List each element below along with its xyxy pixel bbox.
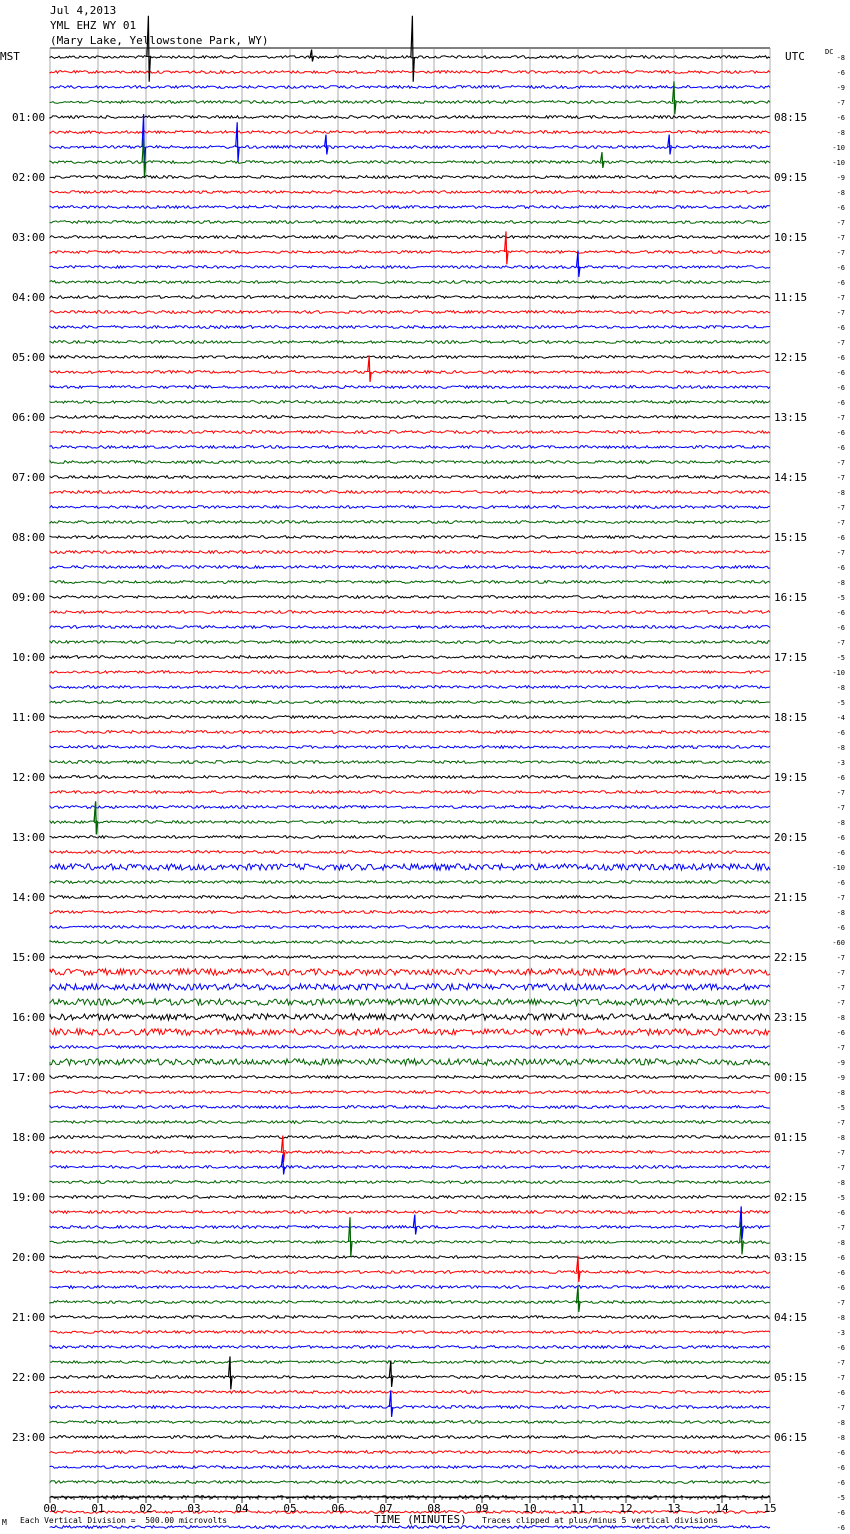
dc-offset-label: -8 — [836, 1089, 845, 1097]
trace-line — [50, 806, 770, 809]
event-spike — [601, 152, 605, 168]
trace-line — [50, 686, 770, 689]
utc-hour-label: 05:15 — [774, 1371, 808, 1384]
dc-offset-label: -8 — [836, 1239, 845, 1247]
dc-offset-label: -7 — [836, 1164, 845, 1172]
dc-offset-label: -9 — [836, 84, 845, 92]
dc-offset-label: -6 — [836, 1509, 845, 1517]
dc-offset-label: -8 — [836, 1419, 845, 1427]
utc-hour-label: 18:15 — [774, 711, 808, 724]
trace-line — [50, 146, 770, 149]
trace-line — [50, 1451, 770, 1454]
dc-offset-label: -6 — [836, 114, 845, 122]
trace-line — [50, 1481, 770, 1484]
trace-line — [50, 86, 770, 89]
dc-offset-label: -5 — [836, 1104, 845, 1112]
dc-offset-label: -7 — [836, 1224, 845, 1232]
x-tick-label: 10 — [523, 1502, 537, 1515]
dc-offset-label: -10 — [832, 669, 845, 677]
utc-hour-label: 02:15 — [774, 1191, 808, 1204]
event-spike — [668, 135, 672, 155]
dc-offset-label: -7 — [836, 1149, 845, 1157]
trace-line — [50, 251, 770, 254]
clip-note: Traces clipped at plus/minus 5 vertical divisions — [482, 1516, 719, 1525]
x-tick-label: 04 — [235, 1502, 249, 1515]
dc-offset-label: -3 — [836, 1329, 845, 1337]
dc-offset-label: -7 — [836, 1374, 845, 1382]
dc-label: DC — [825, 48, 834, 56]
utc-hour-label: 11:15 — [774, 291, 808, 304]
station-label: YML EHZ WY 01 — [50, 19, 137, 32]
x-tick-label: 05 — [283, 1502, 297, 1515]
utc-hour-label: 01:15 — [774, 1131, 808, 1144]
x-tick-label: 01 — [91, 1502, 105, 1515]
dc-offset-label: -7 — [836, 639, 845, 647]
dc-offset-label: -7 — [836, 504, 845, 512]
trace-line — [50, 431, 770, 434]
trace-line — [50, 266, 770, 269]
scale-note: Each Vertical Division = 500.00 microvolts — [20, 1516, 228, 1525]
dc-offset-label: -4 — [836, 714, 845, 722]
trace-line — [50, 761, 770, 764]
dc-offset-label: -6 — [836, 1209, 845, 1217]
dc-offset-label: -7 — [836, 1119, 845, 1127]
dc-offset-label: -6 — [836, 1269, 845, 1277]
dc-offset-label: -9 — [836, 1074, 845, 1082]
dc-offset-label: -6 — [836, 1284, 845, 1292]
event-spike — [310, 50, 314, 62]
trace-line — [50, 161, 770, 164]
trace-line — [50, 521, 770, 524]
utc-hour-label: 16:15 — [774, 591, 808, 604]
dc-offset-label: -7 — [836, 999, 845, 1007]
x-tick-label: 02 — [139, 1502, 153, 1515]
utc-hour-label: 15:15 — [774, 531, 808, 544]
mst-hour-label: 10:00 — [12, 651, 46, 664]
dc-offset-label: -6 — [836, 849, 845, 857]
x-tick-label: 09 — [475, 1502, 489, 1515]
dc-offset-label: -6 — [836, 1254, 845, 1262]
dc-offset-label: -7 — [836, 894, 845, 902]
x-tick-label: 12 — [619, 1502, 633, 1515]
dc-offset-label: -7 — [836, 804, 845, 812]
trace-line — [50, 236, 770, 239]
dc-offset-label: -8 — [836, 1014, 845, 1022]
x-tick-label: 14 — [715, 1502, 729, 1515]
mst-zone-label: MST — [0, 50, 20, 63]
location-label: (Mary Lake, Yellowstone Park, WY) — [50, 34, 269, 47]
mst-hour-label: 05:00 — [12, 351, 46, 364]
dc-offset-label: -8 — [836, 1179, 845, 1187]
trace-line — [50, 926, 770, 929]
trace-line — [50, 626, 770, 629]
dc-offset-label: -7 — [836, 234, 845, 242]
dc-offset-label: -7 — [836, 249, 845, 257]
dc-offset-label: -8 — [836, 684, 845, 692]
mst-hour-label: 15:00 — [12, 951, 46, 964]
trace-line — [50, 491, 770, 494]
trace-line — [50, 716, 770, 719]
trace-line — [50, 1059, 770, 1065]
event-spike — [389, 1361, 393, 1387]
dc-offset-label: -6 — [836, 279, 845, 287]
event-spike — [94, 801, 98, 834]
trace-line — [50, 1376, 770, 1379]
trace-line — [50, 821, 770, 824]
dc-offset-label: -8 — [836, 819, 845, 827]
dc-offset-label: -8 — [836, 189, 845, 197]
dc-offset-label: -6 — [836, 324, 845, 332]
utc-hour-label: 17:15 — [774, 651, 808, 664]
trace-line — [50, 956, 770, 959]
trace-line — [50, 941, 770, 944]
utc-zone-label: UTC — [785, 50, 805, 63]
trace-line — [50, 1196, 770, 1199]
x-tick-label: 06 — [331, 1502, 345, 1515]
utc-hour-label: 19:15 — [774, 771, 808, 784]
trace-line — [50, 611, 770, 614]
dc-offset-label: -9 — [836, 174, 845, 182]
dc-offset-label: -6 — [836, 1479, 845, 1487]
trace-line — [50, 206, 770, 209]
mst-hour-label: 14:00 — [12, 891, 46, 904]
dc-offset-label: -6 — [836, 69, 845, 77]
dc-offset-label: -8 — [836, 909, 845, 917]
trace-line — [50, 671, 770, 674]
trace-line — [50, 896, 770, 899]
mst-hour-label: 02:00 — [12, 171, 46, 184]
trace-line — [50, 881, 770, 884]
dc-offset-label: -7 — [836, 969, 845, 977]
trace-line — [50, 371, 770, 374]
utc-hour-label: 00:15 — [774, 1071, 808, 1084]
dc-offset-label: -7 — [836, 1359, 845, 1367]
dc-offset-label: -7 — [836, 414, 845, 422]
trace-line — [50, 1421, 770, 1424]
trace-line — [50, 1226, 770, 1229]
dc-offset-label: -6 — [836, 924, 845, 932]
dc-offset-label: -6 — [836, 534, 845, 542]
trace-line — [50, 281, 770, 284]
dc-offset-label: -6 — [836, 624, 845, 632]
dc-offset-label: -7 — [836, 459, 845, 467]
trace-line — [50, 999, 770, 1005]
trace-line — [50, 401, 770, 404]
dc-offset-label: -7 — [836, 339, 845, 347]
x-tick-label: 08 — [427, 1502, 441, 1515]
dc-offset-label: -6 — [836, 1344, 845, 1352]
trace-line — [50, 581, 770, 584]
trace-line — [50, 356, 770, 359]
trace-line — [50, 1091, 770, 1094]
dc-offset-label: -6 — [836, 354, 845, 362]
trace-line — [50, 1301, 770, 1304]
trace-line — [50, 311, 770, 314]
dc-offset-label: -6 — [836, 729, 845, 737]
dc-offset-label: -6 — [836, 1449, 845, 1457]
utc-hour-label: 03:15 — [774, 1251, 808, 1264]
trace-line — [50, 1391, 770, 1394]
trace-line — [50, 1121, 770, 1124]
trace-line — [50, 1466, 770, 1469]
event-spike — [577, 1286, 581, 1312]
mst-hour-label: 06:00 — [12, 411, 46, 424]
dc-offset-label: -6 — [836, 1524, 845, 1532]
trace-line — [50, 1526, 770, 1529]
event-spike — [368, 356, 372, 382]
utc-hour-label: 23:15 — [774, 1011, 808, 1024]
dc-offset-label: -5 — [836, 594, 845, 602]
dc-offset-label: -10 — [832, 144, 845, 152]
dc-offset-label: -10 — [832, 159, 845, 167]
dc-offset-label: -7 — [836, 549, 845, 557]
trace-line — [50, 656, 770, 659]
event-spike — [577, 1256, 581, 1282]
mst-hour-label: 20:00 — [12, 1251, 46, 1264]
x-tick-label: 15 — [763, 1502, 777, 1515]
trace-line — [50, 1136, 770, 1139]
dc-offset-label: -7 — [836, 1044, 845, 1052]
mst-hour-label: 18:00 — [12, 1131, 46, 1144]
dc-offset-label: -8 — [836, 1314, 845, 1322]
trace-line — [50, 911, 770, 914]
dc-offset-label: -7 — [836, 984, 845, 992]
trace-line — [50, 506, 770, 509]
trace-line — [50, 1014, 770, 1020]
dc-offset-label: -6 — [836, 834, 845, 842]
x-tick-label: 11 — [571, 1502, 585, 1515]
trace-line — [50, 701, 770, 704]
mst-hour-label: 19:00 — [12, 1191, 46, 1204]
dc-offset-label: -6 — [836, 429, 845, 437]
trace-line — [50, 551, 770, 554]
dc-offset-label: -7 — [836, 294, 845, 302]
dc-offset-label: -8 — [836, 1434, 845, 1442]
mst-hour-label: 12:00 — [12, 771, 46, 784]
dc-offset-label: -6 — [836, 384, 845, 392]
trace-line — [50, 1256, 770, 1259]
trace-line — [50, 746, 770, 749]
trace-line — [50, 791, 770, 794]
dc-offset-label: -10 — [832, 864, 845, 872]
mst-hour-label: 21:00 — [12, 1311, 46, 1324]
trace-line — [50, 446, 770, 449]
trace-line — [50, 326, 770, 329]
utc-hour-label: 14:15 — [774, 471, 808, 484]
mst-hour-label: 17:00 — [12, 1071, 46, 1084]
utc-hour-label: 22:15 — [774, 951, 808, 964]
trace-line — [50, 191, 770, 194]
dc-offset-label: -7 — [836, 474, 845, 482]
trace-line — [50, 71, 770, 74]
dc-offset-label: -6 — [836, 774, 845, 782]
utc-hour-label: 06:15 — [774, 1431, 808, 1444]
corner-mark: M — [2, 1518, 7, 1527]
trace-line — [50, 476, 770, 479]
utc-hour-label: 08:15 — [774, 111, 808, 124]
dc-offset-label: -7 — [836, 519, 845, 527]
dc-offset-label: -6 — [836, 444, 845, 452]
trace-line — [50, 176, 770, 179]
dc-offset-label: -7 — [836, 1299, 845, 1307]
trace-line — [50, 1151, 770, 1154]
trace-line — [50, 836, 770, 839]
trace-line — [50, 1166, 770, 1169]
trace-line — [50, 1406, 770, 1409]
dc-offset-label: -8 — [836, 579, 845, 587]
dc-offset-label: -8 — [836, 489, 845, 497]
dc-offset-label: -6 — [836, 879, 845, 887]
mst-hour-label: 22:00 — [12, 1371, 46, 1384]
x-axis-title: TIME (MINUTES) — [374, 1513, 467, 1526]
trace-line — [50, 386, 770, 389]
dc-offset-label: -7 — [836, 309, 845, 317]
seismic-events — [94, 16, 743, 1417]
dc-offset-label: -6 — [836, 204, 845, 212]
dc-offset-label: -6 — [836, 1464, 845, 1472]
dc-offset-label: -6 — [836, 1389, 845, 1397]
dc-offset-label: -8 — [836, 744, 845, 752]
mst-hour-label: 04:00 — [12, 291, 46, 304]
trace-line — [50, 341, 770, 344]
trace-line — [50, 596, 770, 599]
trace-line — [50, 1346, 770, 1349]
trace-line — [50, 566, 770, 569]
dc-offset-label: -8 — [836, 129, 845, 137]
dc-offset-label: -6 — [836, 264, 845, 272]
utc-hour-label: 09:15 — [774, 171, 808, 184]
dc-offset-label: -5 — [836, 1194, 845, 1202]
trace-line — [50, 1361, 770, 1364]
trace-line — [50, 851, 770, 854]
mst-hour-label: 11:00 — [12, 711, 46, 724]
dc-offset-label: -6 — [836, 369, 845, 377]
trace-line — [50, 1076, 770, 1079]
trace-line — [50, 296, 770, 299]
mst-hour-label: 09:00 — [12, 591, 46, 604]
trace-line — [50, 969, 770, 975]
event-spike — [389, 1391, 393, 1417]
trace-line — [50, 1046, 770, 1049]
dc-offset-label: -60 — [832, 939, 845, 947]
trace-line — [50, 1271, 770, 1274]
trace-line — [50, 984, 770, 990]
utc-hour-label: 21:15 — [774, 891, 808, 904]
dc-offset-label: -6 — [836, 1029, 845, 1037]
mst-hour-label: 07:00 — [12, 471, 46, 484]
trace-line — [50, 416, 770, 419]
dc-offset-label: -7 — [836, 954, 845, 962]
trace-line — [50, 56, 770, 59]
dc-offset-label: -7 — [836, 219, 845, 227]
x-tick-label: 03 — [187, 1502, 201, 1515]
dc-offset-label: -7 — [836, 789, 845, 797]
utc-hour-label: 12:15 — [774, 351, 808, 364]
mst-hour-label: 16:00 — [12, 1011, 46, 1024]
event-spike — [325, 135, 329, 155]
utc-hour-label: 04:15 — [774, 1311, 808, 1324]
date-label: Jul 4,2013 — [50, 4, 117, 17]
x-tick-label: 07 — [379, 1502, 393, 1515]
event-spike — [413, 1215, 417, 1235]
utc-hour-label: 10:15 — [774, 231, 808, 244]
mst-hour-label: 03:00 — [12, 231, 46, 244]
dc-offset-label: -8 — [836, 54, 845, 62]
trace-line — [50, 1181, 770, 1184]
trace-line — [50, 776, 770, 779]
dc-offset-label: -7 — [836, 1404, 845, 1412]
dc-offset-label: -6 — [836, 399, 845, 407]
dc-offset-label: -7 — [836, 99, 845, 107]
trace-line — [50, 1331, 770, 1334]
dc-offset-label: -9 — [836, 1059, 845, 1067]
utc-hour-label: 13:15 — [774, 411, 808, 424]
trace-line — [50, 641, 770, 644]
trace-line — [50, 116, 770, 119]
trace-line — [50, 101, 770, 104]
dc-offset-label: -5 — [836, 1494, 845, 1502]
x-tick-label: 13 — [667, 1502, 681, 1515]
trace-line — [50, 1106, 770, 1109]
trace-line — [50, 731, 770, 734]
mst-hour-label: 13:00 — [12, 831, 46, 844]
event-spike — [577, 251, 581, 277]
trace-line — [50, 1286, 770, 1289]
mst-hour-label: 01:00 — [12, 111, 46, 124]
utc-hour-label: 20:15 — [774, 831, 808, 844]
seismic-traces — [50, 56, 770, 1534]
x-tick-label: 00 — [43, 1502, 57, 1515]
dc-offset-label: -6 — [836, 564, 845, 572]
event-spike — [349, 1217, 353, 1257]
event-spike — [236, 122, 240, 162]
trace-line — [50, 1316, 770, 1319]
hour-labels — [12, 54, 845, 1534]
trace-line — [50, 1436, 770, 1439]
dc-offset-label: -6 — [836, 609, 845, 617]
dc-offset-label: -5 — [836, 699, 845, 707]
trace-line — [50, 864, 770, 870]
dc-offset-label: -8 — [836, 1134, 845, 1142]
trace-line — [50, 1241, 770, 1244]
dc-offset-label: -5 — [836, 654, 845, 662]
mst-hour-label: 08:00 — [12, 531, 46, 544]
mst-hour-label: 23:00 — [12, 1431, 46, 1444]
trace-line — [50, 131, 770, 134]
trace-line — [50, 461, 770, 464]
dc-offset-label: -3 — [836, 759, 845, 767]
trace-line — [50, 1029, 770, 1035]
trace-line — [50, 536, 770, 539]
trace-line — [50, 1211, 770, 1214]
trace-line — [50, 221, 770, 224]
